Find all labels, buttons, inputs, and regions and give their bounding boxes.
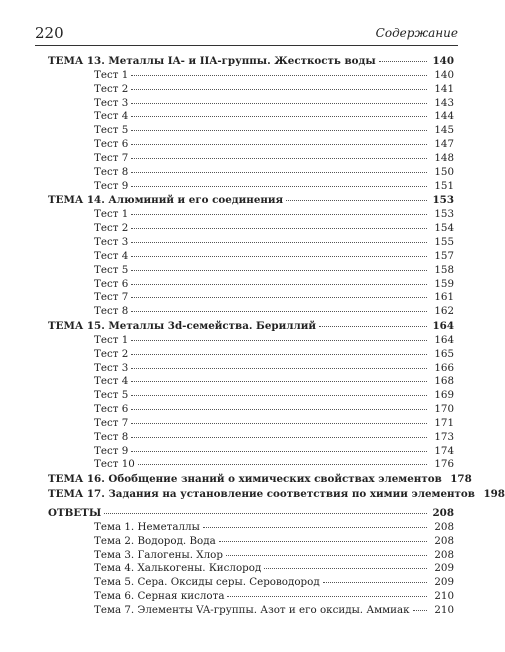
toc-entry-label: Тест 4 [94, 110, 129, 123]
toc-entry-page: 164 [432, 320, 454, 333]
dot-leader [131, 346, 427, 355]
toc-entry-label: Тема 1. Неметаллы [94, 520, 200, 533]
toc-entry-page: 169 [434, 389, 454, 402]
dot-leader [227, 588, 427, 597]
toc-entry-label: Тест 6 [94, 403, 129, 416]
toc-entry-page: 173 [434, 430, 454, 443]
toc-test-entry[interactable] [48, 458, 454, 472]
toc-entry-page: 209 [434, 576, 454, 589]
toc-entry-label: Тема 2. Водород. Вода [94, 534, 216, 547]
toc-entry-page: 158 [434, 263, 454, 276]
toc-entry-page: 153 [432, 194, 454, 207]
toc-entry-page: 165 [434, 347, 454, 360]
dot-leader [131, 108, 427, 117]
toc-entry-label: Тест 5 [94, 263, 129, 276]
toc-test-entry[interactable] [48, 180, 454, 194]
dot-leader [131, 360, 427, 369]
toc-entry-label: Тест 4 [94, 375, 129, 388]
toc-entry-page: 208 [434, 534, 454, 547]
toc-entry-page: 157 [434, 249, 454, 262]
toc-entry-label: Тест 1 [94, 333, 129, 346]
toc-entry-label: ТЕМА 17. Задания на установление соответствия по химии элементов [48, 488, 475, 501]
dot-leader [104, 505, 427, 514]
toc-entry-page: 208 [432, 507, 454, 519]
toc-entry-page: 159 [434, 277, 454, 290]
dot-leader [131, 95, 427, 104]
toc-entry-label: Тест 8 [94, 430, 129, 443]
toc-entry-page: 166 [434, 361, 454, 374]
dot-leader [131, 136, 427, 145]
toc-entry-label: Тест 2 [94, 222, 129, 235]
header-rule [35, 45, 458, 46]
dot-leader [131, 401, 427, 410]
dot-leader [323, 574, 427, 583]
toc-entry-label: Тема 7. Элементы VA-группы. Азот и его оксиды. Аммиак [94, 603, 410, 616]
toc-entry-page: 208 [434, 548, 454, 561]
toc-entry-page: 174 [434, 444, 454, 457]
dot-leader [131, 373, 427, 382]
toc-entry-page: 143 [434, 96, 454, 109]
toc-entry-page: 145 [434, 124, 454, 137]
toc-entry-label: Тест 9 [94, 179, 129, 192]
toc-entry-page: 210 [434, 603, 454, 616]
toc-entry-page: 150 [434, 165, 454, 178]
dot-leader [131, 429, 427, 438]
toc-entry-label: Тема 6. Серная кислота [94, 590, 225, 603]
toc-entry-label: Тест 2 [94, 347, 129, 360]
toc-entry-label: ТЕМА 15. Металлы 3d-семейства. Бериллий [48, 320, 317, 333]
dot-leader [131, 164, 427, 173]
page-number: 220 [35, 24, 64, 42]
toc-entry-page: 171 [434, 416, 454, 429]
toc-entry-label: Тест 2 [94, 82, 129, 95]
table-of-contents [48, 55, 505, 618]
toc-entry-label: Тест 3 [94, 235, 129, 248]
dot-leader [131, 387, 427, 396]
dot-leader [131, 248, 427, 257]
dot-leader [131, 443, 427, 452]
dot-leader [131, 415, 427, 424]
toc-entry-label: Тест 6 [94, 138, 129, 151]
toc-entry-label: Тест 5 [94, 124, 129, 137]
toc-entry-label: Тема 4. Халькогены. Кислород [94, 562, 262, 575]
toc-entry-page: 140 [434, 68, 454, 81]
toc-topic-entry[interactable] [48, 473, 472, 487]
toc-entry-page: 144 [434, 110, 454, 123]
dot-leader [219, 533, 427, 542]
toc-entry-page: 198 [483, 488, 505, 501]
toc-entry-label: Тема 3. Галогены. Хлор [94, 548, 223, 561]
dot-leader [226, 547, 427, 556]
toc-topic-entry[interactable] [48, 488, 505, 502]
toc-entry-page: 208 [434, 520, 454, 533]
toc-entry-label: ТЕМА 14. Алюминий и его соединения [48, 194, 284, 207]
toc-entry-page: 155 [434, 235, 454, 248]
toc-entry-page: 178 [450, 473, 472, 486]
toc-entry-page: 148 [434, 151, 454, 164]
dot-leader [131, 122, 427, 131]
dot-leader [131, 67, 427, 76]
toc-entry-page: 168 [434, 375, 454, 388]
toc-answer-entry[interactable] [48, 604, 454, 618]
dot-leader [319, 318, 427, 327]
toc-entry-page: 147 [434, 138, 454, 151]
toc-entry-label: Тест 10 [94, 458, 135, 471]
dot-leader [203, 519, 427, 528]
toc-entry-page: 151 [434, 179, 454, 192]
dot-leader [131, 262, 427, 271]
toc-entry-page: 210 [434, 590, 454, 603]
toc-entry-page: 140 [432, 55, 454, 67]
toc-entry-label: Тест 3 [94, 96, 129, 109]
dot-leader [131, 276, 427, 285]
toc-entry-label: Тест 5 [94, 389, 129, 402]
toc-entry-label: Тест 4 [94, 249, 129, 262]
dot-leader [131, 332, 427, 341]
toc-entry-label: Тема 5. Сера. Оксиды серы. Сероводород [94, 576, 320, 589]
dot-leader [379, 53, 427, 62]
dot-leader [131, 220, 427, 229]
dot-leader [131, 178, 427, 187]
toc-entry-label: Тест 7 [94, 151, 129, 164]
toc-entry-label: Тест 7 [94, 291, 129, 304]
toc-entry-label: Тест 7 [94, 416, 129, 429]
toc-entry-page: 209 [434, 562, 454, 575]
toc-entry-page: 161 [434, 291, 454, 304]
toc-entry-label: Тест 1 [94, 208, 129, 221]
dot-leader [131, 303, 427, 312]
toc-entry-label: ОТВЕТЫ [48, 507, 102, 519]
toc-entry-page: 176 [434, 458, 454, 471]
running-title: Содержание [375, 26, 458, 40]
toc-entry-label: Тест 9 [94, 444, 129, 457]
toc-entry-page: 141 [434, 82, 454, 95]
toc-entry-label: Тест 1 [94, 68, 129, 81]
dot-leader [131, 206, 427, 215]
toc-entry-label: Тест 8 [94, 165, 129, 178]
dot-leader [413, 602, 427, 611]
dot-leader [131, 150, 427, 159]
dot-leader [286, 192, 427, 201]
dot-leader [131, 234, 427, 243]
toc-entry-label: ТЕМА 13. Металлы IA- и IIA-группы. Жесткость воды [48, 55, 376, 67]
toc-entry-page: 170 [434, 403, 454, 416]
dot-leader [264, 560, 427, 569]
toc-entry-label: ТЕМА 16. Обобщение знаний о химических свойствах элементов [48, 473, 442, 486]
toc-test-entry[interactable] [48, 305, 454, 319]
toc-entry-label: Тест 6 [94, 277, 129, 290]
toc-entry-page: 162 [434, 305, 454, 318]
dot-leader [131, 289, 427, 298]
toc-entry-page: 153 [434, 208, 454, 221]
toc-entry-page: 164 [434, 333, 454, 346]
toc-entry-page: 154 [434, 222, 454, 235]
toc-entry-label: Тест 3 [94, 361, 129, 374]
toc-entry-label: Тест 8 [94, 305, 129, 318]
dot-leader [138, 456, 427, 465]
dot-leader [131, 81, 427, 90]
page-header [0, 0, 500, 48]
toc-answer-entry[interactable] [48, 590, 454, 604]
